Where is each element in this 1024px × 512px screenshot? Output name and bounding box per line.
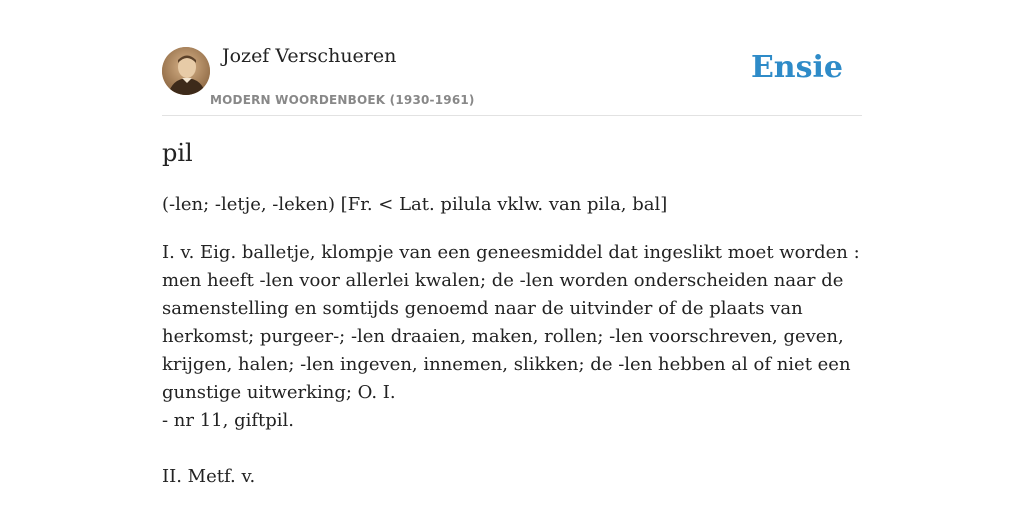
source-label[interactable]: MODERN WOORDENBOEK (1930-1961) — [210, 93, 475, 107]
page-content — [162, 0, 862, 487]
author-name[interactable]: Jozef Verschueren — [222, 45, 397, 67]
entry-header — [162, 0, 862, 116]
author-portrait-image — [162, 47, 210, 95]
entry-etymology: (-len; -letje, -leken) [Fr. < Lat. pilula vklw. van pila, bal] — [162, 194, 668, 215]
entry-headword: pil — [162, 139, 193, 167]
ensie-logo[interactable]: Ensie — [750, 50, 843, 85]
entry-definition: I. v. Eig. balletje, klompje van een geneesmiddel dat ingeslikt moet worden : men heeft -len voor allerlei kwalen; de -len worden onderscheiden naar de samenstelling en somtijds genoemd naar de uitvinder of de plaats van herkomst; purgeer-; -len draaien, maken, rollen; -len voorschreven, geven, krijgen, halen; -len ingeven, innemen, slikken; de -len hebben al of niet een gunstige uitwerking; O. I. - nr 11, giftpil. II. Metf. v. — [162, 242, 860, 487]
author-avatar[interactable] — [162, 47, 210, 95]
